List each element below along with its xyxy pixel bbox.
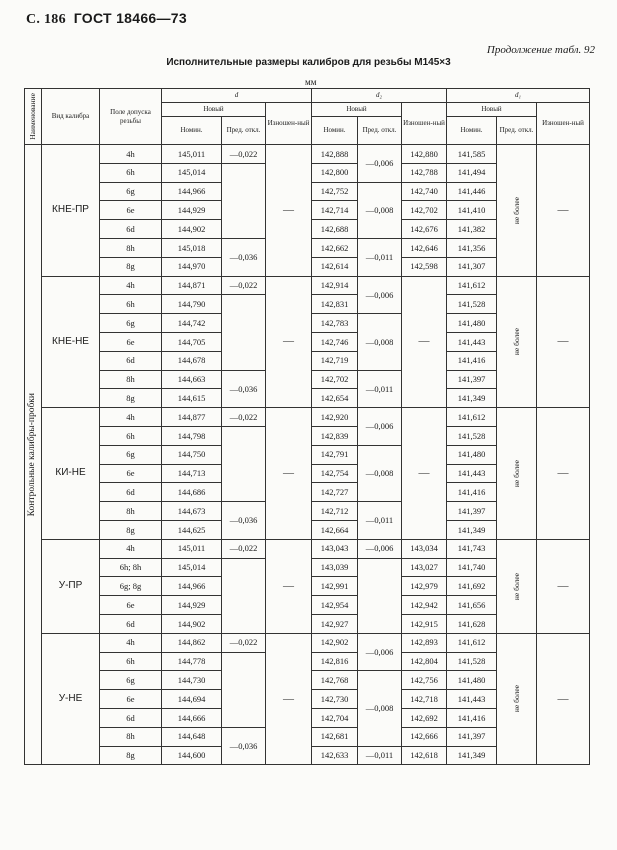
d2-nominal: 142,714 xyxy=(312,201,358,220)
d1-nominal: 141,656 xyxy=(447,596,497,615)
d2-new-header: Новый xyxy=(312,103,402,117)
col-name-header: Наименование xyxy=(25,89,42,145)
d1-new-header: Новый xyxy=(447,103,537,117)
d2-worn: 142,692 xyxy=(402,708,447,727)
d-deviation: —0,022 xyxy=(222,408,266,427)
not-more-label: не более xyxy=(511,196,521,224)
d-nominal: 144,862 xyxy=(162,633,222,652)
d-nominal: 144,742 xyxy=(162,314,222,333)
d2-nominal: 142,681 xyxy=(312,727,358,746)
d2-nominal: 142,702 xyxy=(312,370,358,389)
d2-deviation: —0,008 xyxy=(358,314,402,370)
tolerance-field: 8g xyxy=(100,257,162,276)
tolerance-field: 4h xyxy=(100,276,162,295)
d1-nominal: 141,416 xyxy=(447,483,497,502)
d-nominal: 144,929 xyxy=(162,596,222,615)
d-deviation xyxy=(222,163,266,238)
col-d-header: d xyxy=(162,89,312,103)
tolerance-field: 6d xyxy=(100,614,162,633)
d-nominal: 145,011 xyxy=(162,145,222,164)
d2-nominal: 142,888 xyxy=(312,145,358,164)
tolerance-field: 8h xyxy=(100,238,162,257)
d2-worn: 143,034 xyxy=(402,539,447,558)
group-label: Контрольные калибры-пробки xyxy=(27,392,38,517)
tolerance-field: 4h xyxy=(100,633,162,652)
d-worn: — xyxy=(266,539,312,633)
d-nominal: 145,018 xyxy=(162,238,222,257)
table-row xyxy=(25,145,590,164)
d1-nominal: 141,628 xyxy=(447,614,497,633)
d-nominal: 144,615 xyxy=(162,389,222,408)
d2-worn: 142,646 xyxy=(402,238,447,257)
table-body xyxy=(25,145,590,765)
d-nominal: 145,014 xyxy=(162,163,222,182)
d1-nominal: 141,612 xyxy=(447,408,497,427)
d-worn: — xyxy=(266,145,312,277)
not-more-label: не более xyxy=(511,459,521,487)
col-d1-header: d₁ xyxy=(447,89,590,103)
tolerance-field: 6e xyxy=(100,690,162,709)
d2-worn: 142,718 xyxy=(402,690,447,709)
tolerance-field: 6d xyxy=(100,483,162,502)
d2-nominal: 142,664 xyxy=(312,520,358,539)
d-nominal: 144,970 xyxy=(162,257,222,276)
tolerance-field: 6d xyxy=(100,351,162,370)
d1-nominal: 141,416 xyxy=(447,708,497,727)
d2-nominal: 142,654 xyxy=(312,389,358,408)
tolerance-field: 8g xyxy=(100,746,162,765)
d1-nominal: 141,612 xyxy=(447,633,497,652)
d1-nominal: 141,480 xyxy=(447,671,497,690)
d1-nominal: 141,349 xyxy=(447,746,497,765)
d-nominal: 144,686 xyxy=(162,483,222,502)
d1-nominal: 141,443 xyxy=(447,464,497,483)
tolerance-field: 6d xyxy=(100,220,162,239)
table-row xyxy=(25,408,590,427)
tolerance-field: 8h xyxy=(100,727,162,746)
d2-deviation xyxy=(358,558,402,633)
d2-worn: 142,880 xyxy=(402,145,447,164)
d-nominal: 144,902 xyxy=(162,614,222,633)
tolerance-field: 8h xyxy=(100,370,162,389)
d-deviation xyxy=(222,426,266,501)
d-nominal: 144,648 xyxy=(162,727,222,746)
standard-code: ГОСТ 18466—73 xyxy=(73,10,187,26)
d2-nom-header: Номин. xyxy=(312,117,358,145)
gauge-kind: У-НЕ xyxy=(42,633,100,765)
tolerance-field: 6e xyxy=(100,332,162,351)
d-deviation xyxy=(222,652,266,727)
d-deviation: —0,036 xyxy=(222,370,266,408)
d2-nominal: 142,662 xyxy=(312,238,358,257)
d1-nominal: 141,585 xyxy=(447,145,497,164)
d2-nominal: 142,614 xyxy=(312,257,358,276)
d-deviation: —0,022 xyxy=(222,539,266,558)
d2-worn: 143,027 xyxy=(402,558,447,577)
gauge-kind: КНЕ-ПР xyxy=(42,145,100,277)
d-nominal: 144,778 xyxy=(162,652,222,671)
d2-nominal: 142,914 xyxy=(312,276,358,295)
gauge-kind: КИ-НЕ xyxy=(42,408,100,540)
d1-nominal: 141,528 xyxy=(447,426,497,445)
d-nominal: 145,011 xyxy=(162,539,222,558)
d2-nominal: 142,902 xyxy=(312,633,358,652)
d-nominal: 144,673 xyxy=(162,502,222,521)
d-deviation: —0,036 xyxy=(222,502,266,540)
d2-dev-header: Пред. откл. xyxy=(358,117,402,145)
d2-worn: 142,666 xyxy=(402,727,447,746)
d-nominal: 144,730 xyxy=(162,671,222,690)
d-nom-header: Номин. xyxy=(162,117,222,145)
d2-nominal: 142,839 xyxy=(312,426,358,445)
d2-nominal: 142,727 xyxy=(312,483,358,502)
d1-nominal: 141,349 xyxy=(447,389,497,408)
d1-nominal: 141,446 xyxy=(447,182,497,201)
d1-deviation-cell xyxy=(497,539,537,633)
table-row xyxy=(25,633,590,652)
d1-deviation-cell xyxy=(497,633,537,765)
tolerance-field: 8g xyxy=(100,520,162,539)
d2-deviation: —0,006 xyxy=(358,539,402,558)
tolerance-field: 6h xyxy=(100,426,162,445)
d2-nominal: 143,039 xyxy=(312,558,358,577)
tolerance-field: 6e xyxy=(100,464,162,483)
table-row xyxy=(25,276,590,295)
table-continuation: Продолжение табл. 92 xyxy=(486,44,595,56)
d-new-header: Новый xyxy=(162,103,266,117)
tolerance-field: 6h xyxy=(100,163,162,182)
d2-worn: 142,702 xyxy=(402,201,447,220)
d2-worn-header: Изношен-ный xyxy=(402,103,447,145)
d1-nominal: 141,443 xyxy=(447,332,497,351)
d1-nominal: 141,528 xyxy=(447,295,497,314)
d2-nominal: 142,633 xyxy=(312,746,358,765)
d1-nominal: 141,349 xyxy=(447,520,497,539)
group-label-cell xyxy=(25,145,42,765)
d-dev-header: Пред. откл. xyxy=(222,117,266,145)
d1-nominal: 141,397 xyxy=(447,502,497,521)
d1-dev-header: Пред. откл. xyxy=(497,117,537,145)
tolerance-field: 6g xyxy=(100,314,162,333)
d2-nominal: 142,816 xyxy=(312,652,358,671)
tolerance-field: 4h xyxy=(100,145,162,164)
d1-nominal: 141,692 xyxy=(447,577,497,596)
d-nominal: 144,877 xyxy=(162,408,222,427)
d2-nominal: 143,043 xyxy=(312,539,358,558)
d-nominal: 144,871 xyxy=(162,276,222,295)
tolerance-field: 6e xyxy=(100,201,162,220)
d2-worn: 142,788 xyxy=(402,163,447,182)
page-number: С. 186 xyxy=(26,12,66,27)
d2-worn: 142,979 xyxy=(402,577,447,596)
d2-worn: 142,740 xyxy=(402,182,447,201)
dimensions-table xyxy=(24,88,590,765)
not-more-label: не более xyxy=(511,328,521,356)
d2-nominal: 142,831 xyxy=(312,295,358,314)
d1-worn-header: Изношен-ный xyxy=(537,103,590,145)
d-nominal: 144,798 xyxy=(162,426,222,445)
d-worn: — xyxy=(266,276,312,408)
d1-nominal: 141,416 xyxy=(447,351,497,370)
d1-nominal: 141,743 xyxy=(447,539,497,558)
d1-nominal: 141,397 xyxy=(447,727,497,746)
d2-worn: 142,676 xyxy=(402,220,447,239)
d2-deviation: —0,006 xyxy=(358,633,402,671)
d-nominal: 144,705 xyxy=(162,332,222,351)
d2-deviation: —0,008 xyxy=(358,445,402,501)
d2-worn: 142,804 xyxy=(402,652,447,671)
d-worn-header: Изношен-ный xyxy=(266,103,312,145)
d-worn: — xyxy=(266,633,312,765)
d2-deviation: —0,011 xyxy=(358,746,402,765)
d2-nominal: 142,920 xyxy=(312,408,358,427)
d-nominal: 144,663 xyxy=(162,370,222,389)
d1-nominal: 141,494 xyxy=(447,163,497,182)
d1-worn: — xyxy=(537,539,590,633)
d2-nominal: 142,991 xyxy=(312,577,358,596)
d2-worn: 142,598 xyxy=(402,257,447,276)
unit-label: мм xyxy=(305,77,317,87)
d2-deviation: —0,011 xyxy=(358,238,402,276)
d2-nominal: 142,730 xyxy=(312,690,358,709)
d1-nominal: 141,740 xyxy=(447,558,497,577)
d2-worn: 142,893 xyxy=(402,633,447,652)
d-deviation: —0,022 xyxy=(222,276,266,295)
d1-nominal: 141,307 xyxy=(447,257,497,276)
d1-nominal: 141,443 xyxy=(447,690,497,709)
d2-nominal: 142,768 xyxy=(312,671,358,690)
d1-nominal: 141,397 xyxy=(447,370,497,389)
d-nominal: 145,014 xyxy=(162,558,222,577)
d2-worn: 142,915 xyxy=(402,614,447,633)
d1-deviation-cell xyxy=(497,276,537,408)
tolerance-field: 6h; 8h xyxy=(100,558,162,577)
d-worn: — xyxy=(266,408,312,540)
tolerance-field: 8g xyxy=(100,389,162,408)
d2-nominal: 142,752 xyxy=(312,182,358,201)
d2-nominal: 142,754 xyxy=(312,464,358,483)
d1-deviation-cell xyxy=(497,145,537,277)
d2-nominal: 142,719 xyxy=(312,351,358,370)
d1-nominal: 141,382 xyxy=(447,220,497,239)
tolerance-field: 6g xyxy=(100,445,162,464)
d2-nominal: 142,712 xyxy=(312,502,358,521)
d1-nominal: 141,480 xyxy=(447,445,497,464)
col-kind-header: Вид калибра xyxy=(42,89,100,145)
tolerance-field: 6h xyxy=(100,295,162,314)
tolerance-field: 8h xyxy=(100,502,162,521)
d2-nominal: 142,688 xyxy=(312,220,358,239)
d-deviation xyxy=(222,558,266,633)
d-nominal: 144,625 xyxy=(162,520,222,539)
col-field-header: Поле допуска резьбы xyxy=(100,89,162,145)
d1-worn: — xyxy=(537,276,590,408)
not-more-label: не более xyxy=(511,685,521,713)
d2-worn: 142,756 xyxy=(402,671,447,690)
d2-deviation: —0,006 xyxy=(358,145,402,183)
d2-deviation: —0,008 xyxy=(358,671,402,746)
d-deviation: —0,022 xyxy=(222,633,266,652)
tolerance-field: 6e xyxy=(100,596,162,615)
d-nominal: 144,666 xyxy=(162,708,222,727)
d1-nominal: 141,356 xyxy=(447,238,497,257)
d1-worn: — xyxy=(537,408,590,540)
d-deviation xyxy=(222,295,266,370)
d2-nominal: 142,927 xyxy=(312,614,358,633)
d2-worn: — xyxy=(402,408,447,540)
d2-nominal: 142,746 xyxy=(312,332,358,351)
d2-worn: 142,618 xyxy=(402,746,447,765)
table-row xyxy=(25,539,590,558)
d-nominal: 144,713 xyxy=(162,464,222,483)
d2-worn: 142,942 xyxy=(402,596,447,615)
tolerance-field: 4h xyxy=(100,408,162,427)
tolerance-field: 6d xyxy=(100,708,162,727)
d1-nom-header: Номин. xyxy=(447,117,497,145)
d-deviation: —0,036 xyxy=(222,727,266,765)
gauge-kind: КНЕ-НЕ xyxy=(42,276,100,408)
d1-nominal: 141,480 xyxy=(447,314,497,333)
d2-deviation: —0,011 xyxy=(358,370,402,408)
not-more-label: не более xyxy=(511,572,521,600)
d-nominal: 144,694 xyxy=(162,690,222,709)
d1-worn: — xyxy=(537,633,590,765)
table-title: Исполнительные размеры калибров для резьбы М145×3 xyxy=(166,57,451,68)
col-d2-header: d₂ xyxy=(312,89,447,103)
d-nominal: 144,966 xyxy=(162,182,222,201)
d-nominal: 144,902 xyxy=(162,220,222,239)
gauge-kind: У-ПР xyxy=(42,539,100,633)
d1-nominal: 141,410 xyxy=(447,201,497,220)
d2-nominal: 142,954 xyxy=(312,596,358,615)
tolerance-field: 6h xyxy=(100,652,162,671)
d2-deviation: —0,011 xyxy=(358,502,402,540)
d-nominal: 144,750 xyxy=(162,445,222,464)
tolerance-field: 6g; 8g xyxy=(100,577,162,596)
tolerance-field: 6g xyxy=(100,182,162,201)
d1-worn: — xyxy=(537,145,590,277)
d-nominal: 144,966 xyxy=(162,577,222,596)
d2-deviation: —0,006 xyxy=(358,408,402,446)
d-deviation: —0,036 xyxy=(222,238,266,276)
d1-nominal: 141,612 xyxy=(447,276,497,295)
d2-deviation: —0,008 xyxy=(358,182,402,238)
d-nominal: 144,600 xyxy=(162,746,222,765)
d1-deviation-cell xyxy=(497,408,537,540)
tolerance-field: 6g xyxy=(100,671,162,690)
d-deviation: —0,022 xyxy=(222,145,266,164)
d2-nominal: 142,800 xyxy=(312,163,358,182)
d-nominal: 144,678 xyxy=(162,351,222,370)
tolerance-field: 4h xyxy=(100,539,162,558)
d2-worn: — xyxy=(402,276,447,408)
d2-nominal: 142,791 xyxy=(312,445,358,464)
d2-deviation: —0,006 xyxy=(358,276,402,314)
d-nominal: 144,929 xyxy=(162,201,222,220)
page-header xyxy=(26,10,187,28)
d-nominal: 144,790 xyxy=(162,295,222,314)
d2-nominal: 142,783 xyxy=(312,314,358,333)
d1-nominal: 141,528 xyxy=(447,652,497,671)
d2-nominal: 142,704 xyxy=(312,708,358,727)
